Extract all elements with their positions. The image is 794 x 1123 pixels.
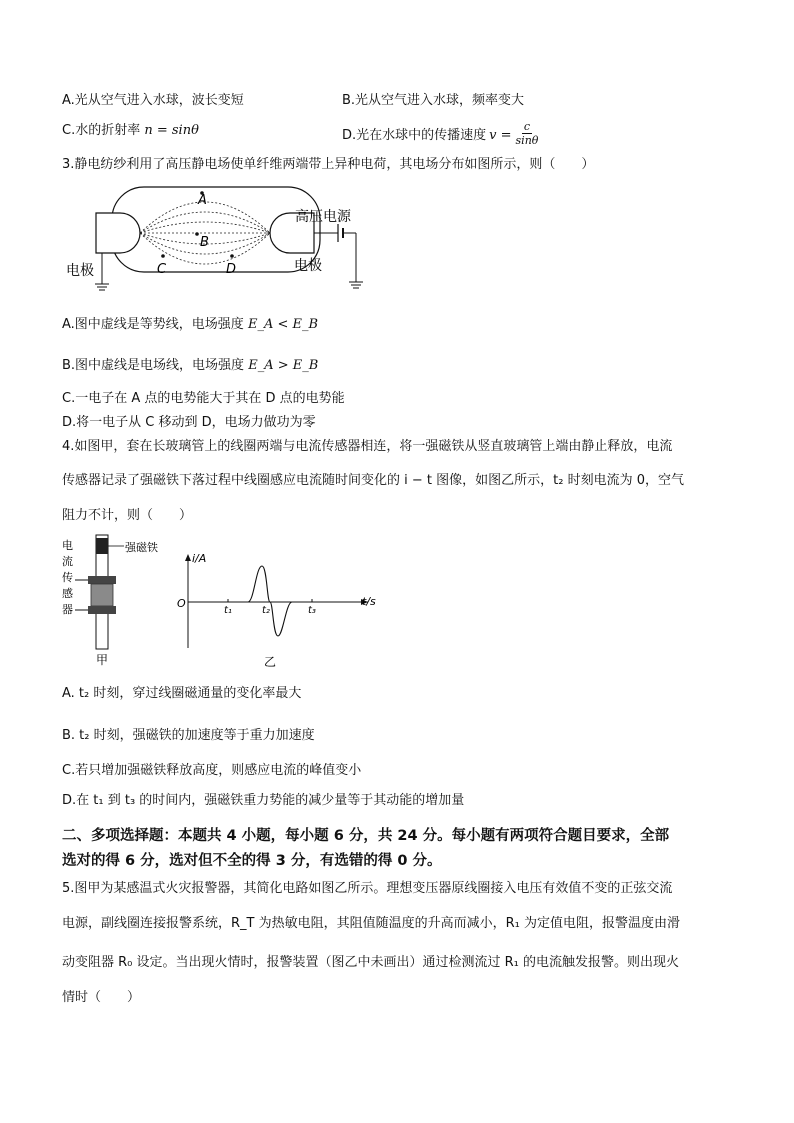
q4-stem-line-2: 传感器记录了强磁铁下落过程中线圈感应电流随时间变化的 i − t 图像，如图乙所示，t₂ 时刻电流为 0，空气 bbox=[62, 473, 684, 488]
q2-option-d-text: D.光在水球中的传播速度 bbox=[342, 127, 487, 143]
q2-option-b: B.光从空气进入水球，频率变大 bbox=[342, 93, 525, 108]
q2-option-c bbox=[62, 122, 199, 140]
q4-option-c: C.若只增加强磁铁释放高度，则感应电流的峰值变小 bbox=[62, 763, 362, 778]
q2-option-a: A.光从空气进入水球，波长变短 bbox=[62, 93, 244, 108]
q3-option-a bbox=[62, 316, 318, 334]
q3-option-a-text: A.图中虚线是等势线，电场强度 bbox=[62, 317, 244, 332]
t1-label: t₁ bbox=[224, 605, 232, 616]
q4-figure-yi-graph bbox=[170, 550, 380, 670]
q3-option-b bbox=[62, 357, 318, 375]
q2-option-c-text: C.水的折射率 bbox=[62, 123, 141, 138]
q5-stem-line-1: 5.图甲为某感温式火灾报警器，其简化电路如图乙所示。理想变压器原线圈接入电压有效值不变的正弦交流 bbox=[62, 881, 673, 896]
point-d-label: D bbox=[226, 262, 237, 277]
magnet-label: 强磁铁 bbox=[125, 541, 158, 554]
q2-option-c-formula: n = sinθ bbox=[144, 123, 199, 138]
q3-option-b-formula: E_A > E_B bbox=[248, 358, 319, 373]
q4-option-a: A. t₂ 时刻，穿过线圈磁通量的变化率最大 bbox=[62, 686, 302, 701]
q4-stem-line-3: 阻力不计，则（ ） bbox=[62, 508, 193, 523]
section-2-heading-line-1: 二、多项选择题：本题共 4 小题，每小题 6 分，共 24 分。每小题有两项符合题目要求，全部 bbox=[62, 828, 670, 844]
left-electrode bbox=[96, 213, 140, 253]
section-2-heading-line-2: 选对的得 6 分，选对但不全的得 3 分，有选错的得 0 分。 bbox=[62, 853, 442, 869]
figure-yi-caption: 乙 bbox=[264, 655, 277, 669]
q5-stem-line-4: 情时（ ） bbox=[62, 990, 141, 1005]
q2-option-d-v: v = bbox=[489, 127, 512, 143]
q2-option-d-fraction bbox=[516, 120, 539, 147]
left-electrode-label: 电极 bbox=[66, 263, 94, 279]
q4-stem-line-1: 4.如图甲，套在长玻璃管上的线圈两端与电流传感器相连，将一强磁铁从竖直玻璃管上端由静止释放，电流 bbox=[62, 439, 673, 454]
q3-stem: 3.静电纺纱利用了高压静电场使单纤维两端带上异种电荷，其电场分布如图所示，则（ ） bbox=[62, 157, 595, 172]
q3-option-a-formula: E_A < E_B bbox=[247, 317, 319, 332]
point-a-label: A bbox=[198, 193, 207, 208]
q5-stem-line-3: 动变阻器 R₀ 设定。当出现火情时，报警装置（图乙中未画出）通过检测流过 R₁ 的电流触发报警。则出现火 bbox=[62, 955, 680, 970]
point-d-dot bbox=[230, 254, 234, 258]
q2-option-d-denominator: sinθ bbox=[515, 134, 539, 147]
sensor-label-char-5: 器 bbox=[62, 603, 73, 616]
origin-label: O bbox=[177, 597, 186, 610]
point-b-label: B bbox=[200, 235, 209, 250]
q3-option-d: D.将一电子从 C 移动到 D，电场力做功为零 bbox=[62, 415, 316, 430]
sensor-label-char-2: 流 bbox=[62, 555, 73, 568]
q4-option-b: B. t₂ 时刻，强磁铁的加速度等于重力加速度 bbox=[62, 728, 315, 743]
coil-bottom-flange bbox=[88, 606, 116, 614]
sensor-label-char-3: 传 bbox=[62, 571, 73, 584]
power-source-label: 高压电源 bbox=[295, 209, 351, 225]
t2-label: t₂ bbox=[262, 605, 270, 616]
coil-top-flange bbox=[88, 576, 116, 584]
sensor-label-char-4: 感 bbox=[62, 587, 73, 600]
q3-option-b-text: B.图中虚线是电场线，电场强度 bbox=[62, 358, 245, 373]
sensor-label-char-1: 电 bbox=[62, 539, 73, 552]
i-axis-label: i/A bbox=[192, 552, 207, 565]
q3-option-c: C.一电子在 A 点的电势能大于其在 D 点的电势能 bbox=[62, 391, 345, 406]
field-lines bbox=[140, 202, 270, 264]
point-c-dot bbox=[161, 254, 165, 258]
q5-stem-line-2: 电源，副线圈连接报警系统，R_T 为热敏电阻，其阻值随温度的升高而减小，R₁ 为定值电阻，报警温度由滑 bbox=[62, 916, 680, 931]
coil bbox=[91, 584, 113, 606]
q3-electric-field-figure bbox=[62, 180, 372, 300]
q2-option-d-numerator: c bbox=[523, 120, 531, 133]
point-b-dot bbox=[195, 232, 199, 236]
q2-option-d bbox=[342, 122, 538, 149]
t-axis-label: t/s bbox=[362, 595, 376, 608]
point-c-label: C bbox=[157, 262, 167, 277]
induced-current-curve bbox=[248, 566, 292, 636]
t3-label: t₃ bbox=[308, 605, 316, 616]
strong-magnet bbox=[96, 538, 108, 554]
q4-option-d: D.在 t₁ 到 t₃ 的时间内，强磁铁重力势能的减少量等于其动能的增加量 bbox=[62, 793, 465, 808]
figure-jia-caption: 甲 bbox=[96, 653, 109, 667]
right-electrode-label: 电极 bbox=[294, 258, 322, 274]
